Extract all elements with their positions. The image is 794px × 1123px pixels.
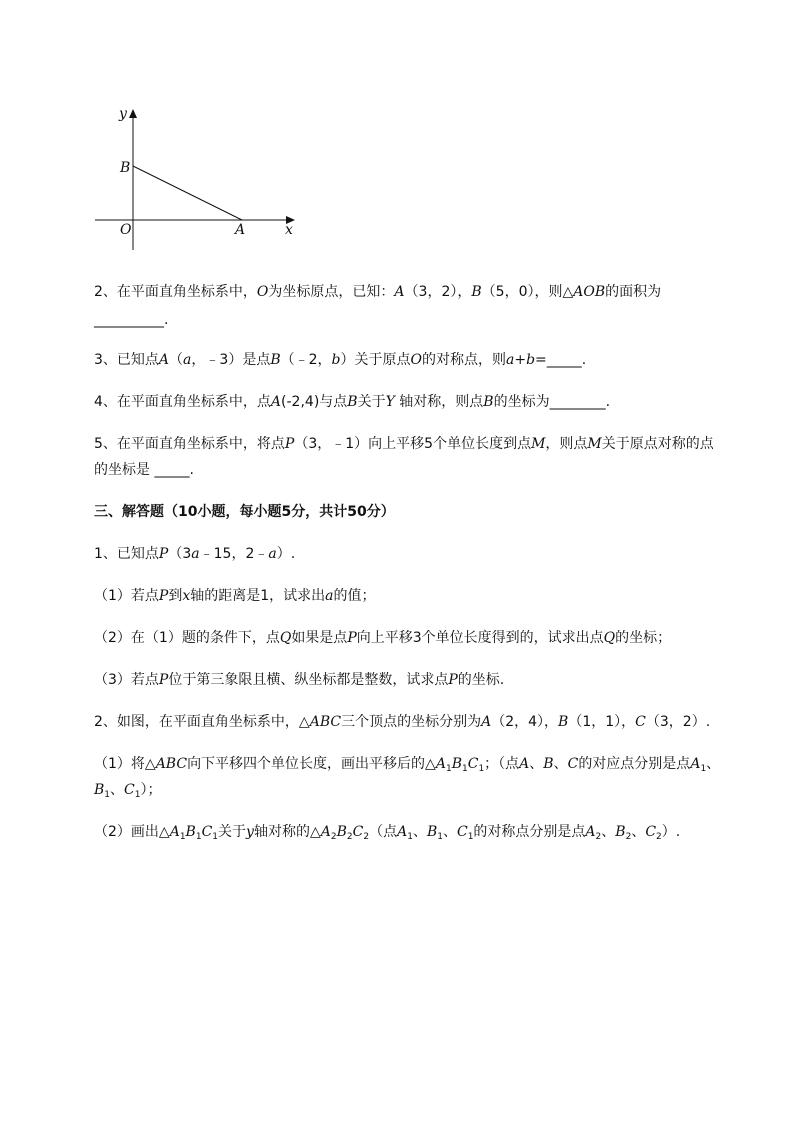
s2-a: A [481, 714, 492, 730]
s1-text: ﹣15，2﹣ [199, 546, 269, 562]
q2-text: （5，0），则△ [481, 284, 574, 300]
s2-text: （3，2）. [645, 714, 711, 730]
s2p2-sub: 1 [407, 832, 413, 842]
s2p2-c1b: C [456, 824, 468, 840]
s2p2-sub: 1 [179, 832, 186, 842]
s1-text: （3 [168, 546, 192, 562]
s2p1-sub: 1 [134, 790, 141, 800]
s1p2-text: 的坐标； [615, 630, 672, 646]
s2p1-b: B [543, 756, 554, 772]
s2p1-sub: 1 [445, 764, 452, 774]
s1-text: 、已知点 [102, 546, 159, 562]
s1p3-text: 的坐标. [457, 672, 505, 688]
s2p2-a2: A [320, 824, 331, 840]
q3-text: （﹣2， [280, 352, 332, 368]
q3-text: 、已知点 [102, 352, 159, 368]
s2p2-text: 的对称点分别是点 [473, 824, 586, 840]
q2-o: O [256, 284, 269, 300]
q4-text: 、在平面直角坐标系中，点 [102, 394, 271, 410]
solve-question-2 [94, 712, 710, 732]
fill-question-2 [94, 282, 661, 302]
q2-a: A [394, 284, 405, 300]
s2p1-sub: 1 [700, 764, 707, 774]
q4-text: (-2,4)与点 [281, 394, 348, 410]
s2-part-2 [94, 822, 680, 847]
q5-text: 、在平面直角坐标系中，将点 [102, 436, 285, 452]
q3-b: B [270, 352, 281, 368]
y-axis-arrow [129, 109, 137, 118]
s1p1-text: （1）若点 [94, 588, 159, 604]
s2p2-sep: 、 [601, 824, 616, 840]
q3-var-b: b [331, 352, 341, 368]
q3-text: ）关于原点 [340, 352, 411, 368]
q5-text: 关于原点对称的点 [601, 436, 714, 452]
s2p1-sub: 1 [104, 790, 111, 800]
s2p2-a1: A [169, 824, 180, 840]
s2p2-text: （2）画出△ [94, 824, 170, 840]
s1-part-3 [94, 670, 504, 690]
s2p2-sep: 、 [442, 824, 457, 840]
s2p1-a1-target: A [690, 756, 701, 772]
s2p1-sep: 、 [706, 756, 721, 772]
s2p1-c: C [567, 756, 579, 772]
s2p2-sub: 2 [595, 832, 602, 842]
s2p2-a1b: A [397, 824, 408, 840]
s1p2-text: 向上平移3个单位长度得到的，试求出点 [356, 630, 604, 646]
q3-o: O [410, 352, 422, 368]
s2p2-sub: 2 [330, 832, 337, 842]
s1p3-p2: P [448, 672, 458, 688]
s1p3-text: 位于第三象限且横、纵坐标都是整数，试求点 [168, 672, 449, 688]
s2p2-sep: 、 [631, 824, 646, 840]
s2-abc: ABC [309, 714, 342, 730]
s2p2-sub: 2 [363, 832, 370, 842]
s2p1-sep: 、 [553, 756, 568, 772]
s2p1-sub: 1 [478, 764, 485, 774]
q2-answer-blank: __________. [94, 312, 169, 328]
s1p3-p: P [158, 672, 169, 688]
s2p1-a1: A [435, 756, 446, 772]
s2-b: B [558, 714, 569, 730]
q3-a-plus-b: a+b [506, 352, 536, 368]
s2p2-b2: B [336, 824, 347, 840]
s1-a: a [268, 546, 277, 562]
s2p1-abc: ABC [155, 756, 188, 772]
q3-number: 3 [94, 352, 103, 368]
q3-text: =_____. [535, 352, 587, 368]
s2-number: 2 [94, 714, 103, 730]
q3-var-a: a [183, 352, 192, 368]
s2p2-y: y [246, 824, 254, 840]
q3-a: A [158, 352, 170, 368]
s1p2-p: P [347, 630, 357, 646]
q2-text: 的面积为 [605, 284, 662, 300]
q4-number: 4 [94, 394, 103, 410]
s2-text: （1，1）， [568, 714, 636, 730]
s2p2-sub: 2 [625, 832, 632, 842]
s2p1-text: 的对应点分别是点 [578, 756, 691, 772]
s2p1-text: （1）将△ [94, 756, 156, 772]
q3-text: 的对称点，则 [422, 352, 506, 368]
s1p2-text: （2）在（1）题的条件下，点 [94, 630, 280, 646]
s1p1-p: P [158, 588, 169, 604]
q5-number: 5 [94, 436, 103, 452]
q4-b2: B [483, 394, 494, 410]
x-axis-label: x [285, 222, 293, 238]
s1-number: 1 [94, 546, 103, 562]
q2-b: B [471, 284, 482, 300]
q2-aob: AOB [573, 284, 606, 300]
s2p2-text: 轴对称的△ [253, 824, 321, 840]
s2p1-c1: C [467, 756, 479, 772]
q4-text: 轴对称，则点 [394, 394, 484, 410]
s2-part-1-line-2 [94, 780, 161, 805]
s2p2-sub: 2 [656, 832, 662, 842]
q4-b: B [347, 394, 358, 410]
s2p1-text: ）； [140, 782, 162, 798]
s2p2-text: 关于 [218, 824, 247, 840]
s1-a: a [191, 546, 200, 562]
s2p2-sub: 2 [346, 832, 353, 842]
fill-question-5 [94, 434, 714, 454]
s1p3-text: （3）若点 [94, 672, 159, 688]
q2-text: 、在平面直角坐标系中， [102, 284, 257, 300]
s1p2-q: Q [279, 630, 292, 646]
s2p1-text: ；（点 [484, 756, 520, 772]
s2p2-b1: B [185, 824, 196, 840]
q4-text: 关于 [357, 394, 386, 410]
q3-text: （ [169, 352, 184, 368]
s2p2-text: （点 [369, 824, 398, 840]
q3-text: ，﹣3）是点 [191, 352, 271, 368]
origin-label: O [120, 222, 132, 238]
q5-p: P [284, 436, 295, 452]
s1-p: P [158, 546, 169, 562]
q2-text: （3，2）， [404, 284, 472, 300]
s2p2-sub: 1 [467, 832, 474, 842]
s2p2-b2b: B [615, 824, 626, 840]
s2p2-c2b: C [645, 824, 657, 840]
s2p2-c1: C [201, 824, 213, 840]
s1-part-2 [94, 628, 671, 648]
q4-a: A [270, 394, 282, 410]
s1p1-x: x [182, 588, 191, 604]
s2p1-text: 向下平移四个单位长度，画出平移后的△ [187, 756, 436, 772]
s1-text: ）. [276, 546, 296, 562]
q5-m2: M [587, 436, 602, 452]
q4-text: 的坐标为________. [493, 394, 611, 410]
s1p1-text: 到 [168, 588, 183, 604]
q4-y: Y [385, 394, 395, 410]
s1p1-text: 的值； [333, 588, 376, 604]
section-3-heading: 三、解答题（10小题，每小题5分，共计50分） [94, 504, 395, 520]
s1p2-text: 如果是点 [291, 630, 348, 646]
q5-text: ，则点 [545, 436, 588, 452]
s2-text: 、如图，在平面直角坐标系中，△ [102, 714, 310, 730]
s2p2-text: ）. [661, 824, 681, 840]
s1p1-a: a [325, 588, 334, 604]
s1-part-1 [94, 586, 376, 606]
segment-ab [133, 166, 242, 220]
s2p1-sep: 、 [110, 782, 125, 798]
s2p1-a: A [519, 756, 530, 772]
s1p2-q2: Q [603, 630, 616, 646]
s2p1-sub: 1 [461, 764, 468, 774]
s2-text: 三个顶点的坐标分别为 [341, 714, 482, 730]
s2p2-c2: C [352, 824, 364, 840]
coordinate-figure [90, 100, 310, 260]
s2p2-sub: 1 [212, 832, 219, 842]
s2p2-sub: 1 [437, 832, 443, 842]
point-b-label: B [120, 160, 131, 176]
solve-question-1 [94, 544, 295, 564]
q2-number: 2 [94, 284, 103, 300]
q2-text: 为坐标原点，已知： [268, 284, 395, 300]
s2-text: （2，4）， [491, 714, 559, 730]
point-a-label: A [235, 222, 246, 238]
s2p2-sep: 、 [412, 824, 427, 840]
q5-m: M [531, 436, 546, 452]
s2p1-b1: B [451, 756, 462, 772]
fill-question-3 [94, 350, 586, 370]
s2p1-sep: 、 [529, 756, 544, 772]
y-axis-label: y [119, 106, 127, 122]
s2p2-a2b: A [585, 824, 596, 840]
q5-text: （3，﹣1）向上平移5个单位长度到点 [294, 436, 532, 452]
s2p2-sub: 1 [195, 832, 202, 842]
s2p2-b1b: B [426, 824, 438, 840]
q5-line-2: 的坐标是 _____. [94, 462, 194, 478]
s2p1-b1-target: B [94, 782, 105, 798]
s2-c: C [635, 714, 646, 730]
s1p1-text: 轴的距离是1，试求出 [190, 588, 326, 604]
fill-question-4 [94, 392, 610, 412]
s2p1-c1-target: C [124, 782, 135, 798]
s2-part-1 [94, 754, 720, 779]
